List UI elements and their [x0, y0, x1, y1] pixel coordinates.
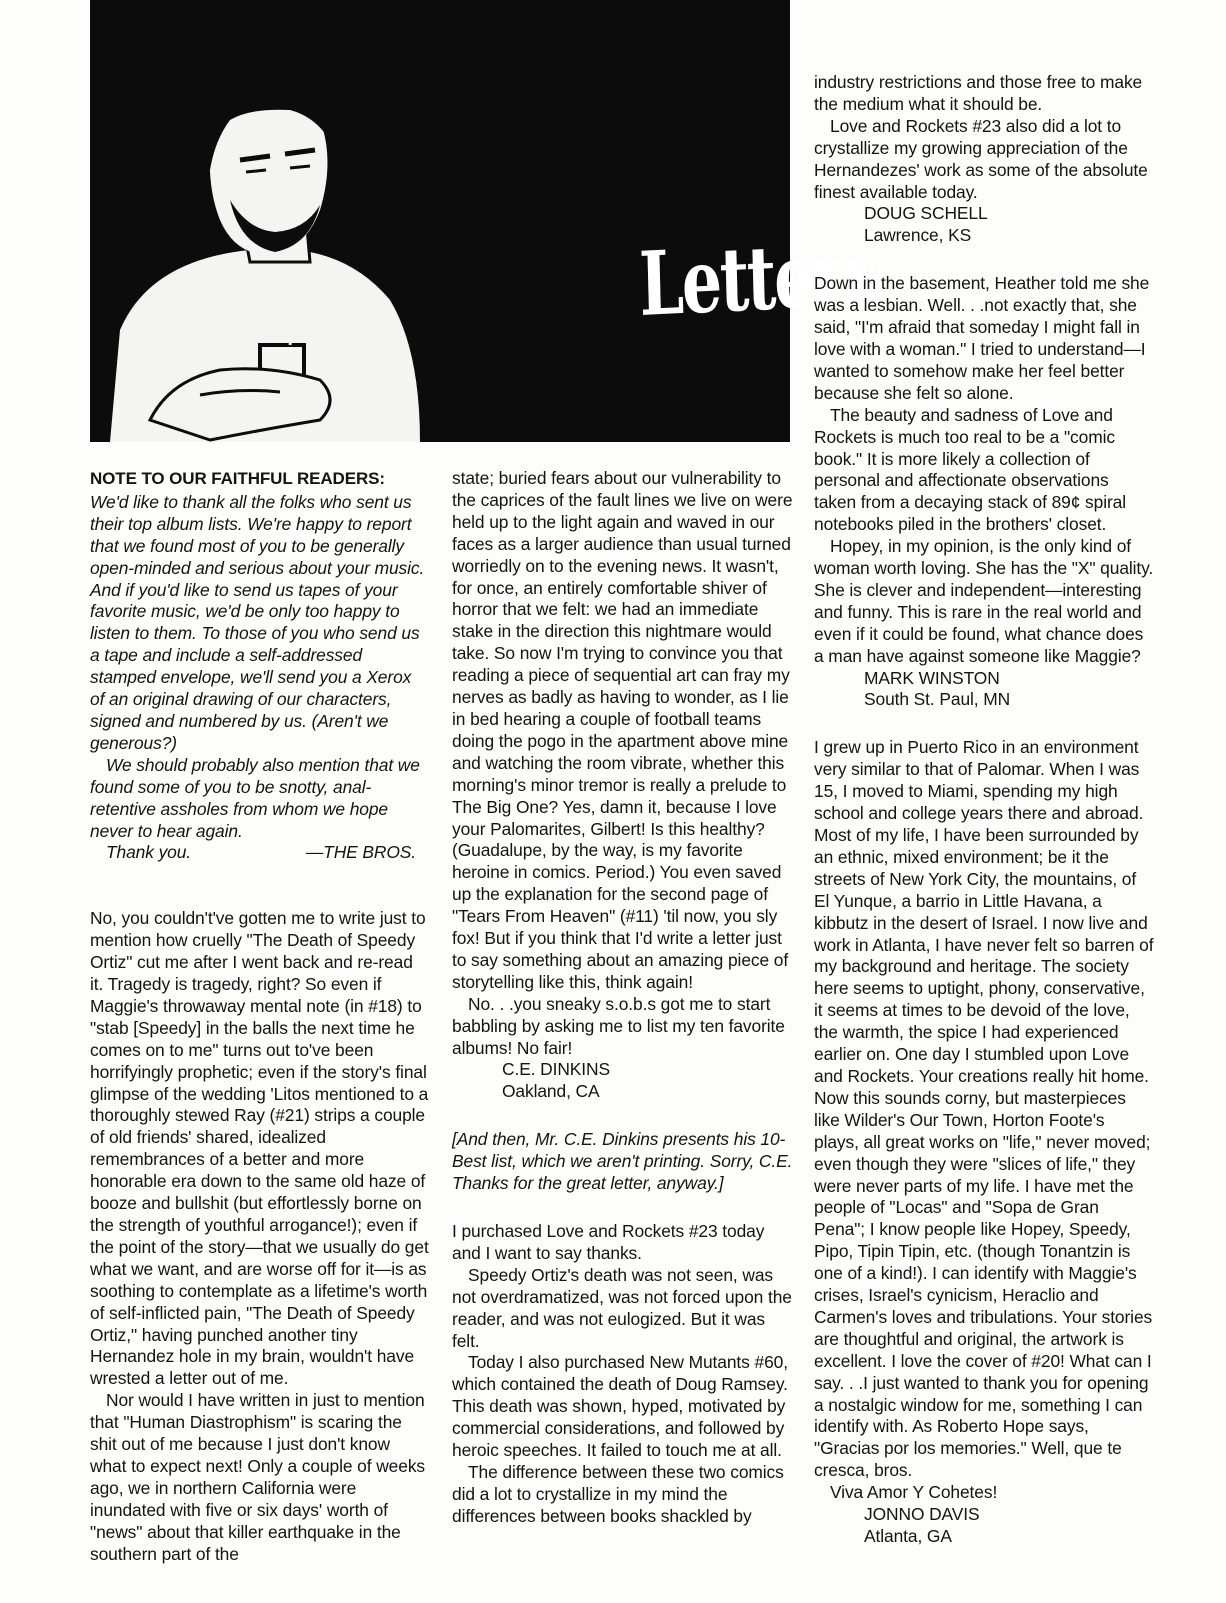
- letter-paragraph: Down in the basement, Heather told me she was a lesbian. Well. . .not exactly that, she said, "I'm afraid that someday I might fall in love with a woman." I tried to understand—I wanted to somehow make her feel better because she felt so alone.: [814, 273, 1150, 403]
- letter-paragraph: I grew up in Puerto Rico in an environment very similar to that of Palomar. When I was 15, I moved to Miami, spending my high school and college years there and abroad. Most of my life, I have been surrounded by an ethnic, mixed environment; be it the streets of New York City, the mountains, of El Yunque, a barrio in Little Havana, a kibbutz in the desert of Israel. I now live and work in Atlanta, I have never felt so barren of my background and heritage. The society here seems to uptight, phony, conservative, it seems at times to be devoid of the love, the warmth, the spice I had experienced earlier on. One day I stumbled upon Love and Rockets. Your creations really hit home. Now this sounds corny, but masterpieces like Wilder's Our Town, Horton Foote's plays, all great works on "life," never moved; even though they were "slices of life," they were never parts of my life. I have met the people of "Locas" and "Sopa de Gran Pena"; I know people like Hopey, Speedy, Pipo, Tipin Tipin, etc. (though Tonantzin is one of a kind!). I can identify with Maggie's crises, Israel's cynicism, Heraclio and Carmen's loves and tribulations. Your stories are thoughtful and original, the artwork is excellent. I love the cover of #20! What can I say. . .I just wanted to thank you for opening a nostalgic window for me, something I can identify with. As Roberto Hope says, "Gracias por los memories." Well, que te cresca, bros.: [814, 737, 1154, 1481]
- notice-thanks: Thank you.: [106, 842, 192, 863]
- header-illustration: [90, 0, 879, 442]
- man-with-glass-illustration: [90, 0, 790, 442]
- column-3: [814, 72, 1154, 1548]
- letter-signature-city: Lawrence, KS: [864, 225, 972, 246]
- letter-signature-name: MARK WINSTON: [864, 667, 1000, 688]
- letter-paragraph: Hopey, in my opinion, is the only kind of woman worth loving. She has the "X" quality. She is clever and independent—interesting and funny. This is rare in the real world and even if it could be found, what chance does a man have against someone like Maggie?: [814, 536, 1154, 666]
- notice-paragraph: We should probably also mention that we found some of you to be snotty, anal-retentive assholes from whom we hope never to hear again.: [90, 754, 420, 841]
- letter-paragraph: I purchased Love and Rockets #23 today and I want to say thanks.: [452, 1221, 765, 1263]
- section-title: Letters: [638, 220, 879, 336]
- letter-signature-city: Oakland, CA: [502, 1081, 600, 1102]
- notice-signoff: —THE BROS.: [305, 842, 416, 863]
- letter-signature-name: C.E. DINKINS: [502, 1059, 610, 1080]
- letter-paragraph: industry restrictions and those free to make the medium what it should be.: [814, 72, 1143, 114]
- letter-signature-city: South St. Paul, MN: [864, 689, 1011, 710]
- letter-paragraph: Nor would I have written in just to mention that "Human Diastrophism" is scaring the shit out of me because I just don't know what to expect next! Only a couple of weeks ago, we in northern California were inundated with five or six days' worth of "news" about that killer earthquake in the southern part of the: [90, 1390, 426, 1564]
- letter-paragraph: Today I also purchased New Mutants #60, which contained the death of Doug Ramsey. This death was shown, hyped, motivated by commercial considerations, and followed by heroic speeches. It failed to touch me at all.: [452, 1352, 788, 1461]
- letter-paragraph: state; buried fears about our vulnerability to the caprices of the fault lines we live on were held up to the light again and waved in our faces as a larger audience than usual turned worriedly on to the evening news. It wasn't, for once, an entirely comfortable shiver of horror that we felt: we had an immediate stake in the direction this nightmare would take. So now I'm trying to convince you that reading a piece of sequential art can fray my nerves as badly as having to wonder, as I lie in bed hearing a couple of football teams doing the pogo in the apartment above mine and watching the room vibrate, whether this morning's minor tremor is really a prelude to The Big One? Yes, damn it, because I love your Palomarites, Gilbert! Is this healthy? (Guadalupe, by the way, is my favorite heroine in comics. Period.) You even saved up the explanation for the second page of "Tears From Heaven" (#11) 'til now, you sly fox! But if you think that I'd write a letter just to say something about an amazing piece of storytelling like this, think again!: [452, 468, 793, 992]
- letter-paragraph: No. . .you sneaky s.o.b.s got me to start babbling by asking me to list my ten favorite albums! No fair!: [452, 993, 785, 1058]
- notice-signoff-row: [90, 842, 430, 864]
- editor-reply: [And then, Mr. C.E. Dinkins presents his 10-Best list, which we aren't printing. Sorry, C.E. Thanks for the great letter, anyway.]: [452, 1129, 793, 1194]
- letter-paragraph: The difference between these two comics did a lot to crystallize in my mind the differences between books shackled by: [452, 1461, 784, 1526]
- letter-signature-name: DOUG SCHELL: [864, 203, 988, 224]
- letter-paragraph: The beauty and sadness of Love and Rockets is much too real to be a "comic book." It is more likely a collection of personal and affectionate observations taken from a decaying stack of 89¢ spiral notebooks piled in the brothers' closet.: [814, 404, 1126, 535]
- notice-heading: NOTE TO OUR FAITHFUL READERS:: [90, 469, 385, 488]
- column-1: [90, 468, 430, 1566]
- column-2: [452, 468, 796, 1528]
- letter-signature-name: JONNO DAVIS: [864, 1504, 980, 1525]
- letter-paragraph: No, you couldn't've gotten me to write just to mention how cruelly "The Death of Speedy Ortiz" cut me after I went back and re-read it. Tragedy is tragedy, right? So even if Maggie's throwaway mental note (in #18) to "stab [Speedy] in the balls the next time he comes on to me" turns out to've been horrifyingly prophetic; even if the story's final glimpse of the wedding 'Litos mentioned to a thoroughly stewed Ray (#21) strips a couple of old friends' shared, idealized remembrances of a better and more honorable era down to the same old haze of booze and bullshit (but effortlessly borne on the strength of youthful arrogance!); even if the point of the story—that we usually do get what we want, and are worse off for it—is as soothing to contemplate as a lifetime's worth of self-inflicted pain, "The Death of Speedy Ortiz," having punched another tiny Hernandez hole in my brain, wouldn't have wrested a letter out of me.: [90, 908, 429, 1389]
- notice-paragraph: We'd like to thank all the folks who sent us their top album lists. We're happy to report that we found most of you to be generally open-minded and serious about your music. And if you'd like to send us tapes of your favorite music, we'd be only too happy to listen to them. To those of you who send us a tape and include a self-addressed stamped envelope, we'll send you a Xerox of an original drawing of our characters, signed and numbered by us. (Aren't we generous?): [90, 491, 425, 753]
- letter-paragraph: Viva Amor Y Cohetes!: [830, 1482, 998, 1503]
- letter-paragraph: Love and Rockets #23 also did a lot to crystallize my growing appreciation of the Hernandezes' work as some of the absolute finest available today.: [814, 115, 1148, 202]
- letter-signature-city: Atlanta, GA: [864, 1526, 952, 1546]
- letter-paragraph: Speedy Ortiz's death was not seen, was not overdramatized, was not forced upon the reader, and was not eulogized. But it was felt.: [452, 1264, 792, 1351]
